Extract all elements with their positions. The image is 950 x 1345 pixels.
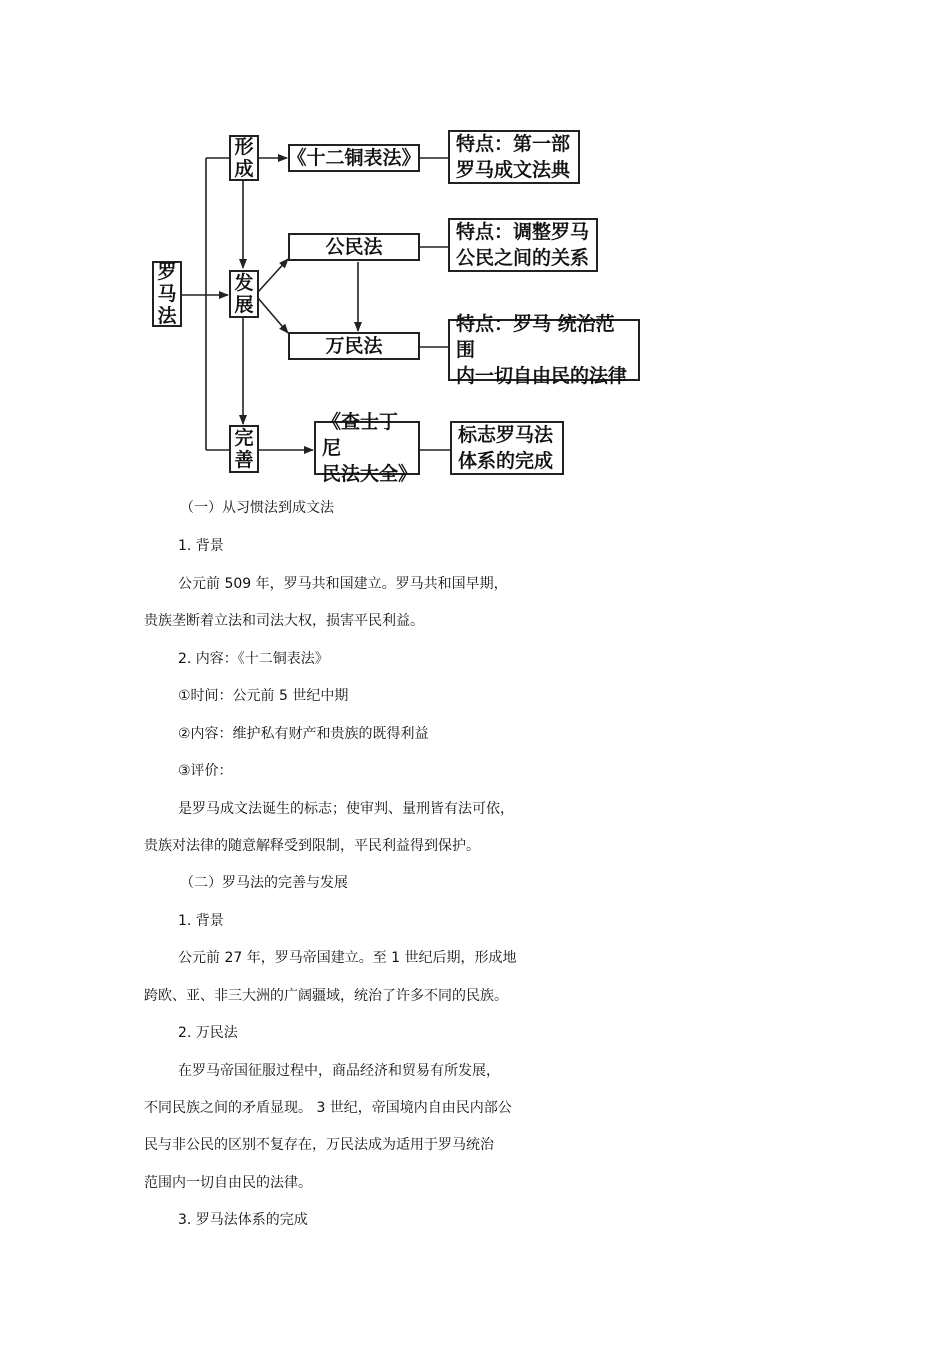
- root-node: [152, 261, 182, 327]
- law-civil-label: 公民法: [325, 236, 383, 258]
- paragraph-line: 公元前 27 年，罗马帝国建立。至 1 世纪后期，形成地: [178, 950, 517, 966]
- section-heading-1: （一）从习惯法到成文法: [180, 500, 334, 516]
- paragraph-line: 公元前 509 年，罗马共和国建立。罗马共和国早期，: [178, 576, 508, 592]
- note-civil-law: [448, 218, 598, 272]
- law-justinian-label: 《查士丁尼 民法大全》: [322, 411, 418, 485]
- subheading-completion: 3. 罗马法体系的完成: [178, 1212, 308, 1228]
- list-item-time: ①时间：公元前 5 世纪中期: [178, 688, 349, 704]
- stage-formation-label: 形成: [234, 136, 254, 180]
- paragraph-line: 范围内一切自由民的法律。: [144, 1175, 312, 1191]
- paragraph-line: 贵族对法律的随意解释受到限制，平民利益得到保护。: [144, 838, 480, 854]
- paragraph-line: 跨欧、亚、非三大洲的广阔疆域，统治了许多不同的民族。: [144, 988, 508, 1004]
- paragraph-line: 民与非公民的区别不复存在，万民法成为适用于罗马统治: [144, 1137, 494, 1153]
- stage-perfection-label: 完善: [234, 427, 254, 471]
- arrow-development-to-civil-law: [258, 259, 288, 292]
- paragraph-line: 不同民族之间的矛盾显现。 3 世纪，帝国境内自由民内部公: [144, 1100, 512, 1116]
- list-item-content: ②内容：维护私有财产和贵族的既得利益: [178, 726, 429, 742]
- law-of-nations-label: 万民法: [325, 335, 383, 357]
- law-of-nations: [288, 332, 420, 360]
- subheading-content: 2. 内容：《十二铜表法》: [178, 651, 329, 667]
- paragraph-line: 是罗马成文法诞生的标志；使审判、量刑皆有法可依，: [178, 801, 514, 817]
- stage-development-label: 发展: [234, 272, 254, 316]
- paragraph-line: 在罗马帝国征服过程中，商品经济和贸易有所发展，: [178, 1063, 500, 1079]
- note-civil-law-text: 特点：调整罗马 公民之间的关系: [456, 221, 590, 269]
- stage-perfection: [229, 425, 259, 473]
- law-twelve-tables: [288, 144, 420, 172]
- subheading-background-1: 1. 背景: [178, 538, 224, 554]
- list-item-evaluation: ③评价：: [178, 763, 233, 779]
- note-law-of-nations-text: 特点：罗马 统治范围 内一切自由民的法律: [456, 313, 628, 387]
- section-heading-2: （二）罗马法的完善与发展: [180, 875, 348, 891]
- stage-formation: [229, 135, 259, 181]
- note-law-of-nations: [448, 313, 640, 387]
- law-justinian: [314, 411, 420, 485]
- paragraph-line: 贵族垄断着立法和司法大权，损害平民利益。: [144, 613, 424, 629]
- subheading-background-2: 1. 背景: [178, 913, 224, 929]
- law-twelve-tables-label: 《十二铜表法》: [287, 147, 421, 169]
- note-justinian: [450, 421, 564, 475]
- note-twelve-tables-text: 特点：第一部 罗马成文法典: [456, 133, 571, 181]
- stage-development: [229, 270, 259, 318]
- note-justinian-text: 标志罗马法 体系的完成: [458, 424, 554, 472]
- note-twelve-tables: [448, 130, 580, 184]
- root-label: 罗马法: [157, 261, 177, 327]
- law-civil: [288, 233, 420, 261]
- arrow-development-to-law-of-nations: [258, 298, 288, 333]
- subheading-law-of-nations: 2. 万民法: [178, 1025, 238, 1041]
